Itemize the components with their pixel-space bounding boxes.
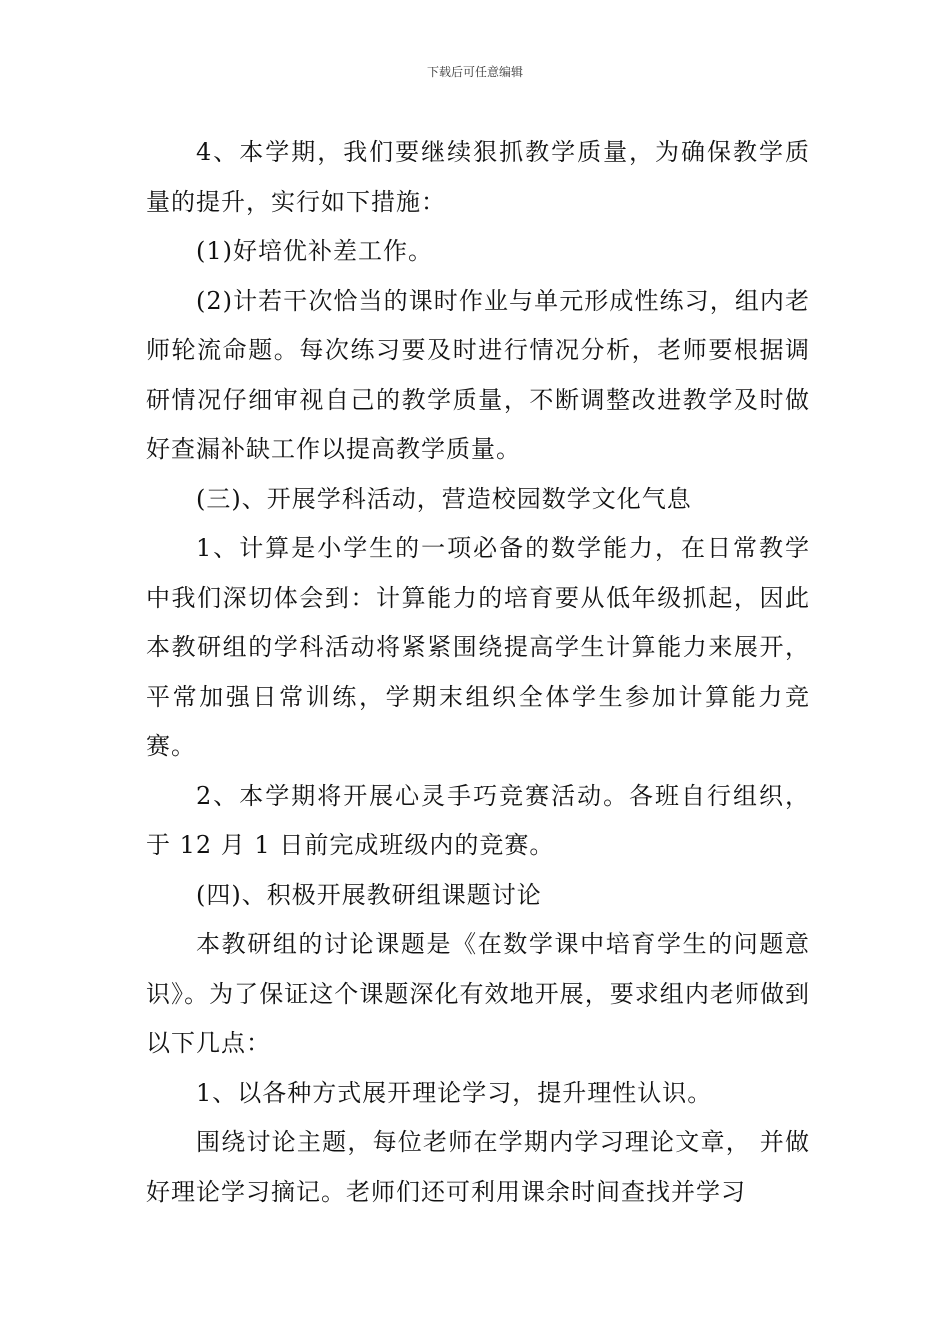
section-heading-3: (三)、开展学科活动，营造校园数学文化气息 <box>196 484 692 513</box>
paragraph-theory-study: 1、以各种方式展开理论学习，提升理性认识。 <box>196 1078 713 1107</box>
paragraph-calculation: 1、计算是小学生的一项必备的数学能力，在日常教学中我们深切体会到：计算能力的培育要从低年级抓起，因此本教研组的学科活动将紧紧围绕提高学生计算能力来展开，平常加强日常训练，学期末组织全体学生参加计算能力竞赛。 <box>146 534 810 760</box>
paragraph-competition: 2、本学期将开展心灵手巧竞赛活动。各班自行组织，于 12 月 1 日前完成班级内的竞赛。 <box>146 781 810 859</box>
paragraph-topic: 本教研组的讨论课题是《在数学课中培育学生的问题意识》。为了保证这个课题深化有效地开展，要求组内老师做到以下几点： <box>146 930 810 1057</box>
paragraph-item-2: (2)计若干次恰当的课时作业与单元形成性练习，组内老师轮流命题。每次练习要及时进行情况分析，老师要根据调研情况仔细审视自己的教学质量，不断调整改进教学及时做好查漏补缺工作以提高教学质量。 <box>146 286 810 463</box>
page-header-note: 下载后可任意编辑 <box>426 65 523 79</box>
section-heading-4: (四)、积极开展教研组课题讨论 <box>196 880 542 909</box>
paragraph-item-1: (1)好培优补差工作。 <box>196 237 433 265</box>
paragraph-reading-notes: 围绕讨论主题，每位老师在学期内学习理论文章， 并做好理论学习摘记。老师们还可利用课余时间查找并学习 <box>146 1128 810 1206</box>
document-body <box>146 128 810 1217</box>
paragraph-measures: 4、本学期，我们要继续狠抓教学质量，为确保教学质量的提升，实行如下措施： <box>146 138 810 216</box>
